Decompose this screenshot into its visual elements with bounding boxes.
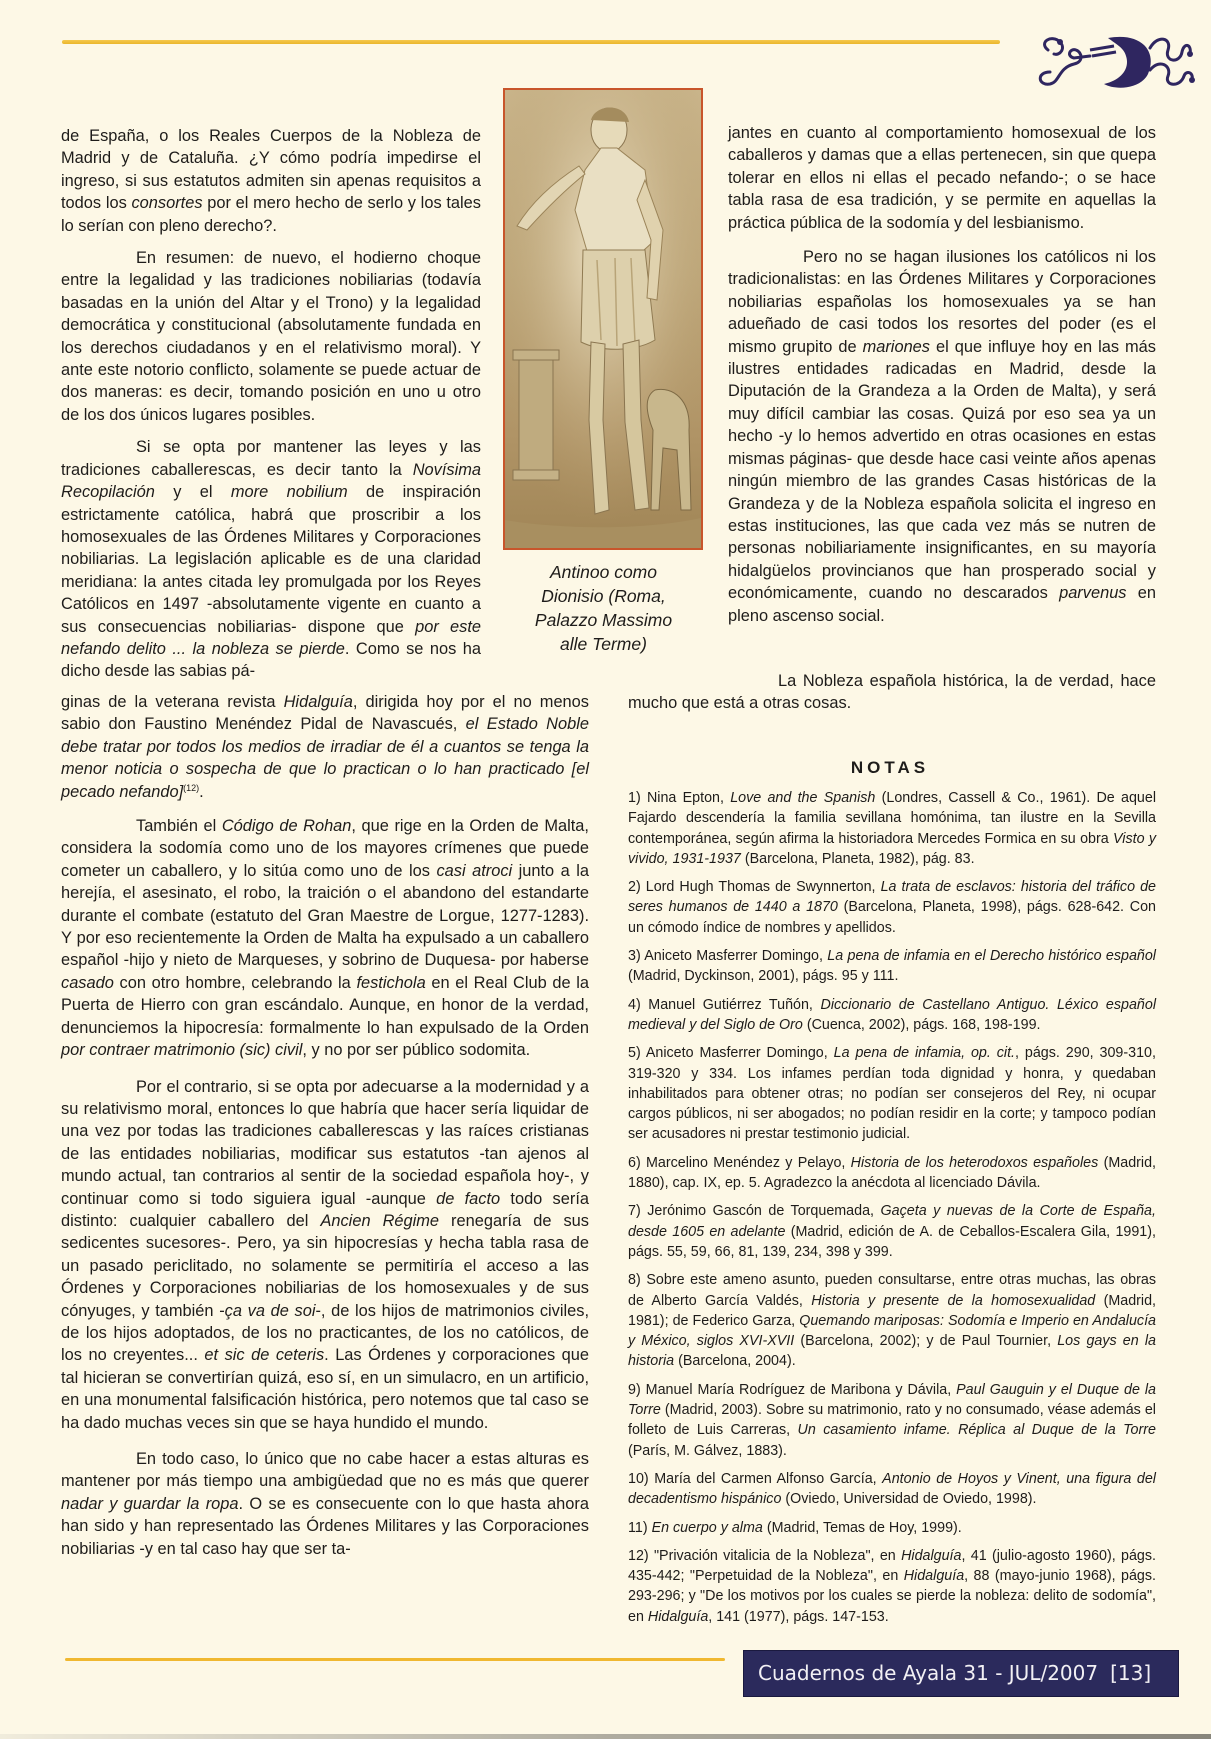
note-item xyxy=(628,1380,1156,1461)
italic-text: nadar y guardar la ropa xyxy=(61,1494,239,1513)
paragraph xyxy=(61,691,589,803)
text-run: , dirigida hoy por el no menos sabio don Faustino Menéndez Pidal de Navascués, xyxy=(61,693,589,734)
text-run: renegaría de sus sedicentes sucesores-. Pero, ya sin hipocresías y hecha tabla rasa de un pasado periclitado, no solamente se permitiría el acceso a las Órdenes y Corporaciones nobiliarias de los homosexuales y de sus cónyuges, y también - xyxy=(61,1211,589,1320)
text-run: . xyxy=(199,782,204,801)
italic-text: Quemando mariposas: Sodomía e Imperio en Andalucía y México, siglos XVI-XVII xyxy=(628,1312,1156,1350)
paragraph xyxy=(728,122,1156,234)
text-run: y el xyxy=(154,483,231,502)
text-run: de España, o los Reales Cuerpos de la Nobleza de Madrid y de Cataluña. ¿Y cómo podría impedirse el ingreso, si sus estatutos admiten sin apenas requisitos a todos los xyxy=(61,127,481,213)
text-run: , págs. 290, 309-310, 319-320 y 334. Los infames perdían toda dignidad y honra, y quedaban inhabilitados para obtener otras; no podían ser consejeros del Rey, ni ocupar cargos públicos, ni ser abogados; no podían residir en la corte; y tampoco podían ser acusadores ni prestar testimonio judicial. xyxy=(628,1045,1156,1143)
paragraph xyxy=(628,670,1156,715)
text-run: , que rige en la Orden de Malta, considera la sodomía como uno de los mayores crímenes que puede cometer un caballero, y lo sitúa como uno de los xyxy=(61,817,589,880)
text-run: También el xyxy=(136,817,222,836)
italic-text: Ancien Régime xyxy=(320,1211,440,1230)
italic-text: casado xyxy=(61,973,114,992)
text-run: jantes en cuanto al comportamiento homosexual de los caballeros y damas que a ellas pertenecen, sin que quepa tolerar en ellos ni ellas el pecado nefando-; o se hace tabla rasa de esa tradición, y se permite en aquellas la práctica pública de la sodomía y del lesbianismo. xyxy=(728,124,1156,232)
text-run: La Nobleza española histórica, la de verdad, hace mucho que está a otras cosas. xyxy=(628,672,1156,713)
note-item xyxy=(628,788,1156,869)
text-run: En todo caso, lo único que no cabe hacer a estas alturas es mantener por más tiempo una ambigüedad que no es más que querer xyxy=(61,1450,589,1491)
article-column-left-top xyxy=(61,125,481,683)
footnote-ref: (12) xyxy=(183,782,200,793)
text-run: (Madrid, 2003). Sobre su matrimonio, rato y no consumado, véase además el folleto de Luis Carreras, xyxy=(628,1402,1156,1439)
text-run: (Barcelona, 2004). xyxy=(674,1353,796,1370)
text-run: 3) Aniceto Masferrer Domingo, xyxy=(628,948,828,965)
paragraph xyxy=(61,125,481,237)
text-run: 5) Aniceto Masferrer Domingo, xyxy=(628,1045,834,1062)
italic-text: mariones xyxy=(862,337,930,356)
text-run: , 41 (julio-agosto 1960), págs. 435-442; "Perpetuidad de la Nobleza", en xyxy=(628,1547,1156,1585)
paragraph xyxy=(728,246,1156,627)
footer-rule xyxy=(65,1658,725,1661)
article-column-right xyxy=(728,122,1156,637)
figure-caption xyxy=(505,560,702,656)
italic-text: La trata de esclavos: historia del tráfico de seres humanos de 1440 a 1870 xyxy=(628,879,1156,916)
italic-text: En cuerpo y alma xyxy=(651,1519,763,1536)
italic-text: Los gays en la historia xyxy=(628,1333,1156,1370)
text-run: en pleno ascenso social. xyxy=(728,584,1156,625)
text-run: (Barcelona, 2002); y de Paul Tournier, xyxy=(794,1333,1058,1350)
text-run: , 141 (1977), págs. 147-153. xyxy=(708,1608,889,1625)
note-item xyxy=(628,1469,1156,1510)
scan-edge xyxy=(0,1734,1211,1739)
italic-text: festichola xyxy=(356,973,426,992)
text-run: 8) Sobre este ameno asunto, pueden consultarse, entre otras muchas, las obras de Alberto García Valdés, xyxy=(628,1272,1156,1309)
text-run: (París, M. Gálvez, 1883). xyxy=(628,1442,787,1459)
italic-text: et sic de ceteris xyxy=(204,1346,325,1365)
text-run: con otro hombre, celebrando la xyxy=(113,973,357,992)
text-run: 10) María del Carmen Alfonso García, xyxy=(628,1470,883,1487)
text-run: 7) Jerónimo Gascón de Torquemada, xyxy=(628,1203,881,1220)
text-run: En resumen: de nuevo, el hodierno choque entre la legalidad y las tradiciones nobiliarias (todavía basadas en la unión del Altar y el Trono) y la legalidad democrática y constitucional (absolutamente fundada en los derechos ciudadanos y en el relativismo moral). Y ante este notorio conflicto, solamente se puede actuar de dos maneras: es decir, tomando posición en uno u otro de los dos únicos lugares posibles. xyxy=(61,249,481,424)
note-item xyxy=(628,995,1156,1036)
notes-heading: NOTAS xyxy=(850,758,930,777)
figure-antinoo-relief xyxy=(503,88,703,550)
text-run: 9) Manuel María Rodríguez de Maribona y Dávila, xyxy=(628,1381,957,1398)
italic-text: Un casamiento infame. Réplica al Duque de la Torre xyxy=(797,1422,1156,1439)
text-run: de inspiración estrictamente católica, habrá que proscribir a los homosexuales de las Órdenes Militares y Corporaciones nobiliarias. La legislación aplicable es de una claridad meridiana: la antes citada ley promulgada por los Reyes Católicos en 1497 -absolutamente vigente en cuanto a sus consecuencias nobiliarias- dispone que xyxy=(61,483,481,636)
text-run: (Cuenca, 2002), págs. 168, 198-199. xyxy=(802,1016,1041,1033)
text-run: 12) "Privación vitalicia de la Nobleza", en xyxy=(628,1547,902,1564)
notes-list xyxy=(628,788,1156,1635)
note-item xyxy=(628,1201,1156,1262)
statue-image-icon xyxy=(505,90,701,548)
text-run: , y no por ser público sodomita. xyxy=(302,1041,531,1060)
italic-text: La pena de infamia en el Derecho histórico español xyxy=(827,948,1156,965)
italic-text: consortes xyxy=(131,194,203,213)
note-item xyxy=(628,1153,1156,1194)
footer-publication-banner xyxy=(743,1650,1179,1697)
publication-logo-icon xyxy=(1030,28,1210,93)
publication-issue: Cuadernos de Ayala 31 - JUL/2007 xyxy=(758,1661,1099,1685)
italic-text: por este nefando delito ... la nobleza se pierde xyxy=(61,617,481,658)
italic-text: Visto y vivido, 1931-1937 xyxy=(628,830,1156,867)
paragraph xyxy=(61,1076,589,1435)
text-run: (Oviedo, Universidad de Oviedo, 1998). xyxy=(781,1491,1037,1508)
text-run: Por el contrario, si se opta por adecuarse a la modernidad y a su relativismo moral, entonces lo que habría que hacer sería liquidar de una vez por todas las tradiciones caballerescas y las raíces cristianas de las entidades nobiliarias, modificar sus estatutos -tan ajenos al mundo actual, tan contrarios al sentir de la sociedad española hoy-, y continuar como si todo siguiera igual -aunque xyxy=(61,1077,589,1208)
note-item xyxy=(628,877,1156,938)
italic-text: La pena de infamia, op. cit. xyxy=(833,1045,1016,1062)
italic-text: Hidalguía xyxy=(283,693,353,711)
italic-text: Gaçeta y nuevas de la Corte de España, desde 1605 en adelante xyxy=(628,1203,1156,1240)
italic-text: Hidalguía xyxy=(903,1568,965,1585)
caption-line: alle Terme) xyxy=(560,634,647,654)
text-run: (Madrid, 1880), cap. IX, ep. 5. Agradezco la anécdota al licenciado Dávila. xyxy=(628,1154,1157,1192)
note-item xyxy=(628,1270,1156,1371)
italic-text: de facto xyxy=(436,1189,501,1208)
paragraph xyxy=(61,815,589,1061)
italic-text: Historia de los heterodoxos españoles xyxy=(850,1154,1099,1171)
text-run: -, de los hijos de matrimonios civiles, de los hijos adoptados, de los no practicantes, de los no católicos, de los no creyentes... xyxy=(61,1301,590,1365)
text-run: (Madrid, Dyckinson, 2001), págs. 95 y 111. xyxy=(628,968,899,985)
italic-text: Novísima Recopilación xyxy=(61,460,481,502)
italic-text: Código de Rohan xyxy=(221,817,352,836)
text-run: (Barcelona, Planeta, 1998), págs. 628-642. Con un cómodo índice de nombres y apellidos. xyxy=(628,899,1156,936)
header-rule xyxy=(62,40,1000,44)
text-run: el que influye hoy en las más ilustres entidades radicadas en Madrid, desde la Diputación de la Grandeza a la Orden de Malta), y será muy difícil cambiar las cosas. Quizá por eso sea ya un hecho -y lo hemos advertido en otras ocasiones en estas mismas páginas- que desde hace casi veinte años apenas ningún miembro de las grandes Casas históricas de la Grandeza y de la Nobleza española solicita el ingreso en estas instituciones, las que cada vez más se nutren de personas nobiliariamente insignificantes, en su mayoría hidalgüelos provincianos que han prosperado social y económicamente, cuando no descarados xyxy=(728,337,1156,603)
text-run: . Las Órdenes y corporaciones que tal hicieran se convertirían quizá, eso sí, en un simulacro, en un artificio, en una monumental falsificación histórica, pero notemos que tal caso se ha dado muchas veces sin que se haya hundido el mundo. xyxy=(61,1346,589,1432)
text-run: 11) xyxy=(628,1519,652,1536)
italic-text: Love and the Spanish xyxy=(730,790,876,806)
text-run: junto a la herejía, el asesinato, el robo, la traición o el abandono del estandarte durante el combate (estatuto del Gran Maestre de Lorgue, 1277-1283). Y por eso recientemente la Orden de Malta ha expulsado a un caballero español -hijo y nieto de Marqueses, y sobrino de Duquesa- por haberse xyxy=(61,861,589,970)
paragraph xyxy=(61,1448,589,1560)
italic-text: casi atroci xyxy=(436,861,513,880)
page-number: [13] xyxy=(1110,1661,1152,1685)
note-item xyxy=(628,1546,1156,1627)
text-run: . O se es consecuente con lo que hasta ahora han sido y han representado las Órdenes Militares y las Corporaciones nobiliarias -y en tal caso hay que ser ta- xyxy=(61,1494,589,1558)
text-run: todo sería distinto: cualquier caballero del xyxy=(61,1189,589,1230)
text-run: en el Real Club de la Puerta de Hierro con gran escándalo. Aunque, en honor de la verdad, denunciemos la hipocresía: formalmente lo han expulsado de la Orden xyxy=(61,973,589,1037)
paragraph xyxy=(61,436,481,682)
text-run: 4) Manuel Gutiérrez Tuñón, xyxy=(628,996,821,1013)
article-column-left-bottom xyxy=(61,691,589,1570)
text-run: 1) Nina Epton, xyxy=(628,790,731,806)
text-run: (Madrid, 1981); de Federico Garza, xyxy=(628,1292,1157,1329)
text-run: . Como se nos ha dicho desde las sabias pá- xyxy=(61,639,481,681)
caption-line: Dionisio (Roma, xyxy=(541,586,666,606)
text-run: , 88 (mayo-junio 1968), págs. 293-296; y "De los motivos por los cuales se pierde la nobleza: delito de sodomía", en xyxy=(628,1568,1156,1625)
text-run: 2) Lord Hugh Thomas de Swynnerton, xyxy=(628,879,881,896)
caption-line: Palazzo Massimo xyxy=(534,610,673,630)
italic-text: Hidalguía xyxy=(647,1608,709,1625)
italic-text: parvenus xyxy=(1059,584,1127,603)
caption-line: Antinoo como xyxy=(549,562,657,582)
italic-text: el Estado Noble debe tratar por todos los medios de irradiar de él a cuantos se tenga la menor noticia o sospecha de que lo practican o lo han practicado [el pecado nefando] xyxy=(61,715,589,801)
italic-text: Historia y presente de la homosexualidad xyxy=(811,1292,1096,1309)
text-run: (Londres, Cassell & Co., 1961). De aquel Fajardo descendería la familia sevillana homónima, tan ilustre en la Sevilla contemporánea, según afirma la historiadora Mercedes Formica en su obra xyxy=(628,790,1156,847)
text-run: (Madrid, edición de A. de Ceballos-Escalera Gila, 1991), págs. 55, 59, 66, 81, 139, 234, 398 y 399. xyxy=(628,1223,1156,1260)
note-item xyxy=(628,1043,1156,1144)
italic-text: more nobilium xyxy=(230,483,348,502)
text-run: por el mero hecho de serlo y los tales lo serían con pleno derecho?. xyxy=(61,194,481,235)
text-run: ginas de la veterana revista xyxy=(61,693,284,711)
note-item xyxy=(628,946,1156,987)
text-run: 6) Marcelino Menéndez y Pelayo, xyxy=(628,1154,851,1171)
text-run: Si se opta por mantener las leyes y las tradiciones caballerescas, es decir tanto la xyxy=(61,438,481,479)
note-item xyxy=(628,1518,1156,1538)
text-run: (Barcelona, Planeta, 1982), pág. 83. xyxy=(740,850,975,867)
article-closing xyxy=(628,670,1156,725)
italic-text: Antonio de Hoyos y Vinent, una figura del decadentismo hispánico xyxy=(628,1470,1156,1508)
italic-text: por contraer matrimonio (sic) civil xyxy=(61,1041,303,1060)
italic-text: Diccionario de Castellano Antiguo. Léxico español medieval y del Siglo de Oro xyxy=(628,996,1156,1033)
paragraph xyxy=(61,247,481,426)
italic-text: Hidalguía xyxy=(901,1547,962,1564)
text-run: Pero no se hagan ilusiones los católicos ni los tradicionalistas: en las Órdenes Militares y Corporaciones nobiliarias españolas los homosexuales ya se han adueñado de casi todos los resortes del poder (es el mismo grupito de xyxy=(728,248,1156,356)
text-run: (Madrid, Temas de Hoy, 1999). xyxy=(762,1519,962,1536)
italic-text: ça va de soi xyxy=(224,1301,316,1320)
italic-text: Paul Gauguin y el Duque de la Torre xyxy=(628,1381,1156,1419)
